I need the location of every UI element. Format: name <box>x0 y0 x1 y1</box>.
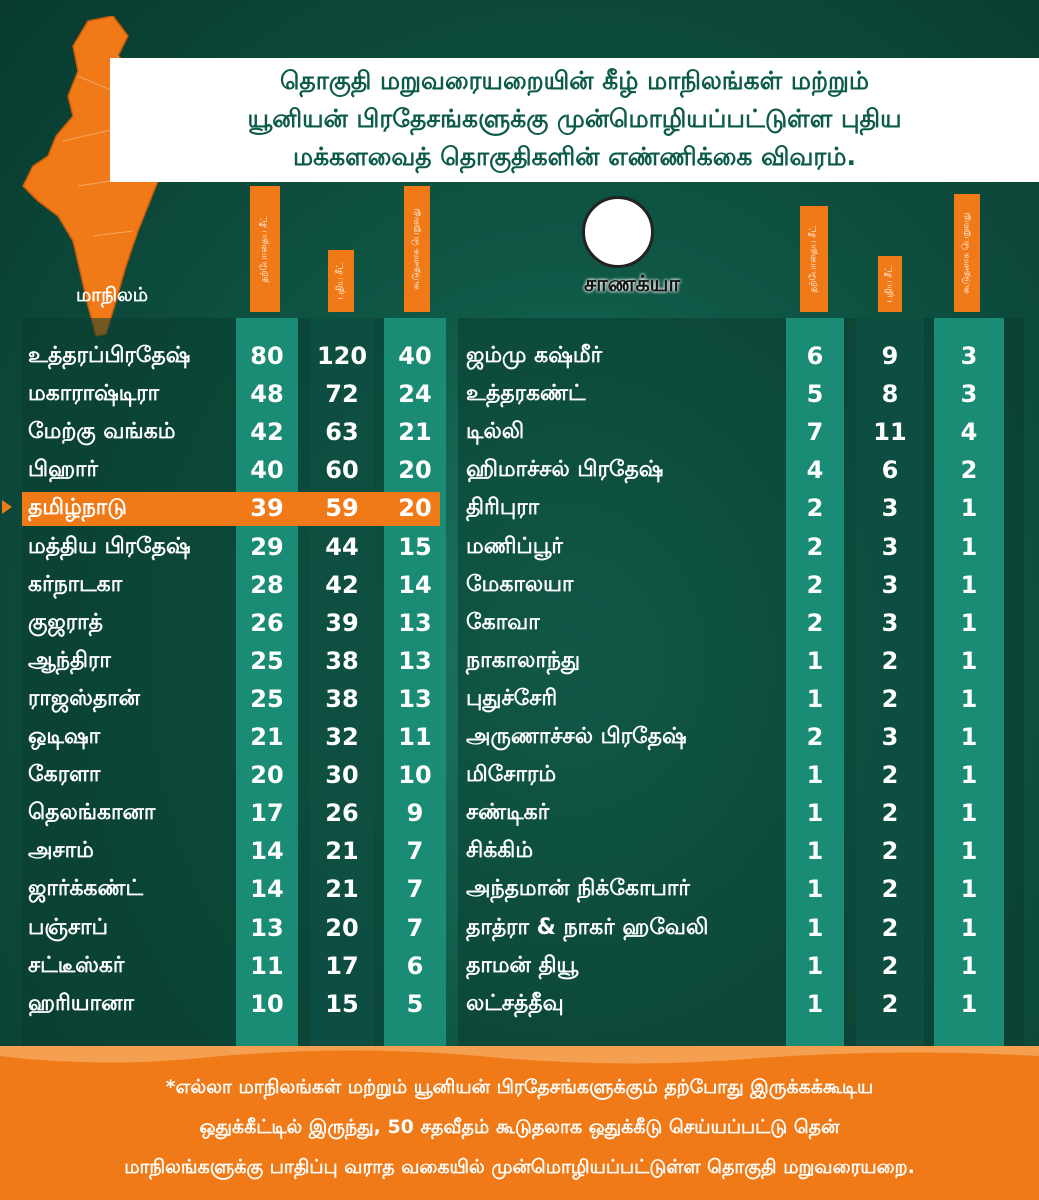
left-row-new-seats: 60 <box>325 456 359 485</box>
right-row-state-name: சண்டிகர் <box>466 800 550 826</box>
right-row-additional-seats: 1 <box>960 723 978 751</box>
right-row-new-seats: 2 <box>881 684 899 713</box>
left-row-additional-seats: 10 <box>398 761 432 790</box>
left-row-new-seats: 38 <box>325 684 359 713</box>
logo-text: சாணக்யா <box>583 272 681 297</box>
left-row-additional-seats: 21 <box>398 418 432 447</box>
title-line-2: யூனியன் பிரதேசங்களுக்கு முன்மொழியப்பட்டுள்ள புதிய <box>247 104 902 133</box>
right-row-additional-seats: 1 <box>960 494 978 523</box>
left-row-current-seats: 20 <box>250 761 284 790</box>
left-row-additional-seats: 7 <box>406 875 424 904</box>
left-row-state-name: தெலங்கானா <box>28 800 156 826</box>
right-row-current-seats: 1 <box>806 951 824 980</box>
right-row-new-seats: 2 <box>881 799 899 828</box>
left-row-new-seats: 44 <box>325 532 359 561</box>
left-row-state-name: ராஜஸ்தான் <box>28 685 140 711</box>
right-row-current-seats: 1 <box>806 989 824 1018</box>
right-row-state-name: ஜம்மு கஷ்மீர் <box>466 343 603 368</box>
right-row-current-seats: 2 <box>806 570 824 599</box>
right-row-new-seats: 8 <box>881 380 899 409</box>
right-row-state-name: கோவா <box>466 609 540 635</box>
left-row-additional-seats: 7 <box>406 913 424 942</box>
left-row-current-seats: 26 <box>250 608 284 637</box>
right-row-new-seats: 6 <box>881 456 899 485</box>
left-row-state-name: அசாம் <box>28 838 94 864</box>
right-row-current-seats: 1 <box>806 913 824 942</box>
left-row-current-seats: 25 <box>250 684 284 713</box>
right-row-new-seats: 2 <box>881 837 899 866</box>
right-row-additional-seats: 1 <box>960 608 978 637</box>
right-row-state-name: உத்தரகண்ட் <box>466 381 586 407</box>
right-row-additional-seats: 1 <box>960 684 978 713</box>
right-row-new-seats: 3 <box>881 723 899 751</box>
left-row-additional-seats: 11 <box>398 723 432 751</box>
right-row-additional-seats: 1 <box>960 875 978 904</box>
right-row-current-seats: 2 <box>806 532 824 561</box>
left-row-new-seats: 42 <box>325 570 359 599</box>
left-row-current-seats: 14 <box>250 875 284 904</box>
left-row-new-seats: 15 <box>325 989 359 1018</box>
left-row-additional-seats: 14 <box>398 570 432 599</box>
right-row-additional-seats: 4 <box>960 418 978 447</box>
right-row-new-seats: 2 <box>881 913 899 942</box>
left-row-state-name: கர்நாடகா <box>28 571 123 597</box>
right-row-additional-seats: 1 <box>960 951 978 980</box>
right-row-current-seats: 5 <box>806 380 824 409</box>
left-row-state-name: பிஹார் <box>28 457 99 483</box>
left-row-new-seats: 21 <box>325 837 359 866</box>
left-header-extra: கூடுதலாக பெறுவது <box>404 186 430 312</box>
left-row-current-seats: 14 <box>250 837 284 866</box>
left-row-state-name: தமிழ்நாடு <box>28 495 127 521</box>
right-row-state-name: மேகாலயா <box>466 571 574 597</box>
footer-wave-icon <box>0 1046 1039 1072</box>
left-row-current-seats: 29 <box>250 532 284 561</box>
right-row-state-name: டில்லி <box>466 419 525 445</box>
left-row-additional-seats: 13 <box>398 608 432 637</box>
left-row-state-name: ஜார்க்கண்ட் <box>28 876 143 902</box>
left-row-current-seats: 13 <box>250 913 284 942</box>
left-row-additional-seats: 5 <box>406 989 424 1018</box>
right-row-state-name: மணிப்பூர் <box>466 533 563 559</box>
footer-line-1: *எல்லா மாநிலங்கள் மற்றும் யூனியன் பிரதேசங்களுக்கும் தற்போது இருக்கக்கூடிய <box>165 1076 874 1098</box>
right-row-additional-seats: 1 <box>960 646 978 675</box>
left-row-current-seats: 80 <box>250 342 284 370</box>
footer-line-2: ஒதுக்கீட்டில் இருந்து, 50 சதவீதம் கூடுதலாக ஒதுக்கீடு செய்யப்பட்டு தென் <box>199 1116 840 1138</box>
right-row-current-seats: 2 <box>806 723 824 751</box>
left-row-current-seats: 10 <box>250 989 284 1018</box>
left-row-current-seats: 42 <box>250 418 284 447</box>
left-row-additional-seats: 13 <box>398 684 432 713</box>
right-row-additional-seats: 1 <box>960 989 978 1018</box>
left-row-additional-seats: 20 <box>398 456 432 485</box>
left-row-additional-seats: 20 <box>398 494 432 523</box>
right-row-additional-seats: 1 <box>960 761 978 790</box>
right-row-current-seats: 1 <box>806 761 824 790</box>
left-row-current-seats: 11 <box>250 951 284 980</box>
right-row-new-seats: 2 <box>881 951 899 980</box>
right-row-current-seats: 1 <box>806 875 824 904</box>
left-row-new-seats: 39 <box>325 608 359 637</box>
left-row-new-seats: 63 <box>325 418 359 447</box>
right-row-additional-seats: 1 <box>960 532 978 561</box>
left-row-current-seats: 21 <box>250 723 284 751</box>
right-row-state-name: அருணாச்சல் பிரதேஷ் <box>466 724 687 749</box>
right-row-additional-seats: 3 <box>960 342 978 370</box>
right-row-new-seats: 3 <box>881 570 899 599</box>
left-row-additional-seats: 24 <box>398 380 432 409</box>
right-row-current-seats: 1 <box>806 684 824 713</box>
state-column-header: மாநிலம் <box>76 284 149 306</box>
left-row-new-seats: 38 <box>325 646 359 675</box>
right-header-current: தற்போதைய சீட் <box>800 206 828 312</box>
right-row-additional-seats: 3 <box>960 380 978 409</box>
right-row-new-seats: 2 <box>881 646 899 675</box>
left-row-current-seats: 39 <box>250 494 284 523</box>
left-row-state-name: மகாராஷ்டிரா <box>28 381 160 407</box>
right-row-current-seats: 4 <box>806 456 824 485</box>
right-row-new-seats: 3 <box>881 608 899 637</box>
right-row-new-seats: 9 <box>881 342 899 370</box>
right-row-state-name: சிக்கிம் <box>466 838 534 864</box>
right-row-state-name: மிசோரம் <box>466 762 557 788</box>
right-row-state-name: தாமன் தியூ <box>466 952 579 978</box>
right-row-state-name: லட்சத்தீவு <box>466 990 564 1016</box>
right-row-additional-seats: 1 <box>960 913 978 942</box>
left-row-current-seats: 17 <box>250 799 284 828</box>
right-row-state-name: அந்தமான் நிக்கோபார் <box>466 876 690 902</box>
footer-note <box>0 1046 1039 1200</box>
right-row-current-seats: 1 <box>806 646 824 675</box>
left-row-current-seats: 28 <box>250 570 284 599</box>
left-row-state-name: உத்தரப்பிரதேஷ் <box>28 343 191 368</box>
left-row-new-seats: 21 <box>325 875 359 904</box>
right-row-current-seats: 2 <box>806 608 824 637</box>
right-row-state-name: தாத்ரா & நாகர் ஹவேலி <box>466 914 709 940</box>
title-line-3: மக்களவைத் தொகுதிகளின் எண்ணிக்கை விவரம். <box>293 142 856 171</box>
right-row-current-seats: 1 <box>806 837 824 866</box>
left-header-current: தற்போதைய சீட் <box>250 186 280 312</box>
right-header-new: புதிய சீட் <box>878 256 902 312</box>
left-row-new-seats: 120 <box>316 342 368 370</box>
left-row-additional-seats: 15 <box>398 532 432 561</box>
right-row-new-seats: 2 <box>881 875 899 904</box>
right-row-additional-seats: 1 <box>960 837 978 866</box>
left-row-new-seats: 32 <box>325 723 359 751</box>
right-row-state-name: திரிபுரா <box>466 495 540 521</box>
left-header-new: புதிய சீட் <box>328 250 354 312</box>
footer-line-3: மாநிலங்களுக்கு பாதிப்பு வராத வகையில் முன்மொழியப்பட்டுள்ள தொகுதி மறுவரையறை. <box>124 1156 915 1178</box>
right-row-current-seats: 6 <box>806 342 824 370</box>
left-row-current-seats: 48 <box>250 380 284 409</box>
left-row-additional-seats: 40 <box>398 342 432 370</box>
right-row-state-name: புதுச்சேரி <box>466 685 558 711</box>
left-row-state-name: மேற்கு வங்கம் <box>28 419 176 445</box>
right-row-new-seats: 3 <box>881 494 899 523</box>
left-row-state-name: ஆந்திரா <box>28 647 111 673</box>
right-row-state-name: ஹிமாச்சல் பிரதேஷ் <box>466 457 664 483</box>
right-row-additional-seats: 2 <box>960 456 978 485</box>
right-row-state-name: நாகாலாந்து <box>466 647 581 673</box>
left-row-state-name: குஜராத் <box>28 609 103 635</box>
left-row-current-seats: 40 <box>250 456 284 485</box>
left-row-new-seats: 30 <box>325 761 359 790</box>
right-row-new-seats: 3 <box>881 532 899 561</box>
left-row-new-seats: 17 <box>325 951 359 980</box>
left-row-state-name: பஞ்சாப் <box>28 914 109 940</box>
right-row-current-seats: 2 <box>806 494 824 523</box>
left-row-additional-seats: 13 <box>398 646 432 675</box>
left-row-new-seats: 59 <box>325 494 359 523</box>
left-row-state-name: ஒடிஷா <box>28 724 101 749</box>
left-row-state-name: ஹரியானா <box>28 990 134 1016</box>
left-row-additional-seats: 6 <box>406 951 424 980</box>
left-row-state-name: கேரளா <box>28 762 101 788</box>
right-row-additional-seats: 1 <box>960 570 978 599</box>
title-line-1: தொகுதி மறுவரையறையின் கீழ் மாநிலங்கள் மற்றும் <box>279 66 870 95</box>
left-row-state-name: மத்திய பிரதேஷ் <box>28 533 191 559</box>
logo-emblem-icon <box>582 196 654 268</box>
left-row-new-seats: 72 <box>325 380 359 409</box>
left-row-current-seats: 25 <box>250 646 284 675</box>
right-header-extra: கூடுதலாக பெறுவது <box>954 194 980 312</box>
title-band <box>110 58 1039 182</box>
left-row-state-name: சட்டீஸ்கர் <box>28 952 125 978</box>
highlight-marker-icon <box>2 500 12 514</box>
right-row-new-seats: 11 <box>873 418 907 447</box>
right-row-new-seats: 2 <box>881 761 899 790</box>
right-row-current-seats: 1 <box>806 799 824 828</box>
left-row-new-seats: 20 <box>325 913 359 942</box>
right-row-current-seats: 7 <box>806 418 824 447</box>
right-row-additional-seats: 1 <box>960 799 978 828</box>
right-row-new-seats: 2 <box>881 989 899 1018</box>
left-row-new-seats: 26 <box>325 799 359 828</box>
left-row-additional-seats: 7 <box>406 837 424 866</box>
chanakya-logo <box>552 196 712 308</box>
left-row-additional-seats: 9 <box>406 799 424 828</box>
